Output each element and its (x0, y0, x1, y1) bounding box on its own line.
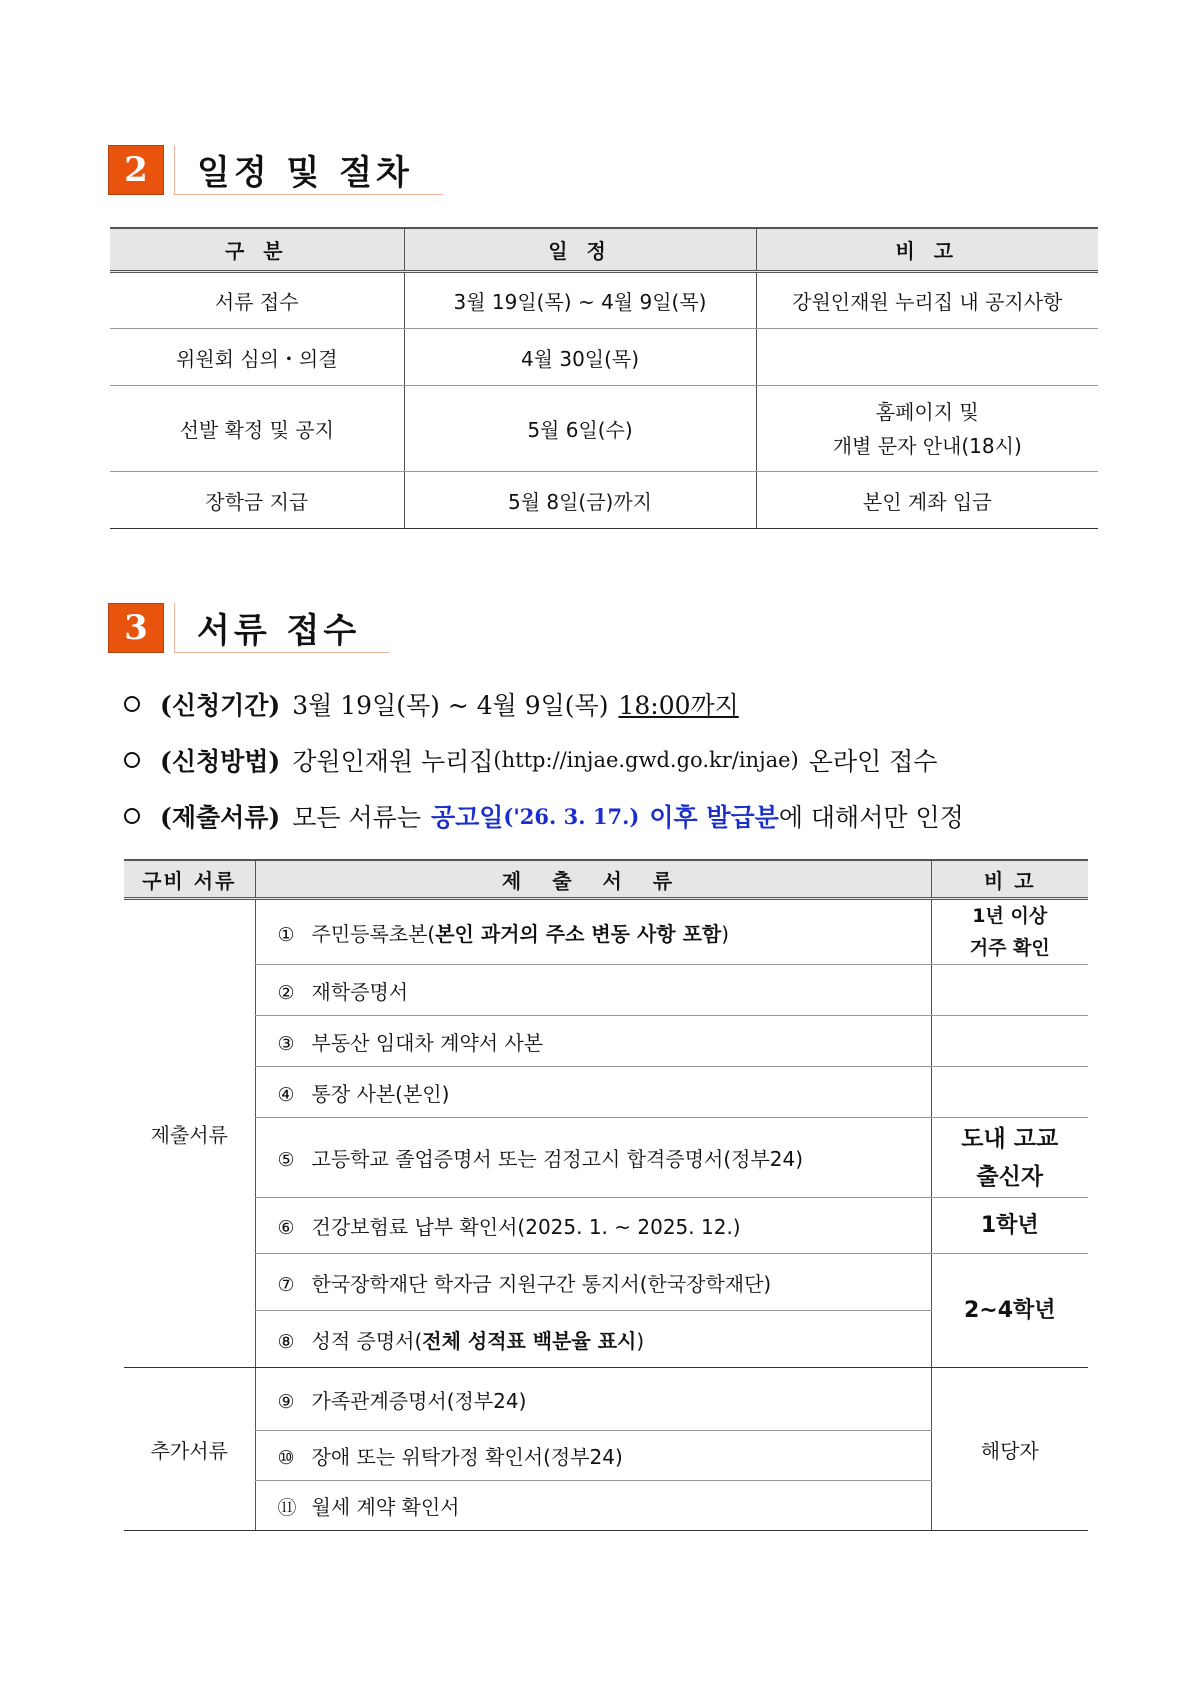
document-item (255, 1311, 931, 1368)
row-note: 강원인재원 누리집 내 공지사항 (756, 272, 1098, 329)
schedule-table (110, 227, 1098, 529)
row-item: 서류 접수 (110, 272, 404, 329)
item-bold-text: 전체 성적표 백분율 표시 (422, 1328, 637, 1353)
bullet-text: 모든 서류는 (292, 803, 421, 832)
table-row (124, 1118, 1088, 1198)
note-line2: 출신자 (976, 1163, 1044, 1190)
row-note-line2: 개별 문자 안내(18시) (832, 433, 1022, 458)
header-note: 비 고 (756, 228, 1098, 272)
item-number: ④ (277, 1083, 295, 1106)
table-row (124, 1067, 1088, 1118)
document-item (255, 1118, 931, 1198)
table-row (110, 472, 1098, 529)
section-title-box (174, 603, 390, 653)
row-date: 5월 6일(수) (404, 386, 756, 472)
note-empty (931, 1067, 1088, 1118)
row-item: 선발 확정 및 공지 (110, 386, 404, 472)
document-item (255, 1067, 931, 1118)
header-category: 구비 서류 (124, 860, 255, 899)
item-text: 성적 증명서( (311, 1328, 423, 1353)
note-empty (931, 1016, 1088, 1067)
table-row (124, 1368, 1088, 1431)
table-row (110, 329, 1098, 386)
item-number: ⑩ (277, 1447, 295, 1469)
item-number: ② (277, 981, 295, 1004)
deadline-text: 18:00까지 (618, 691, 739, 720)
header-schedule: 일 정 (404, 228, 756, 272)
table-row (124, 965, 1088, 1016)
bullet-label: (신청기간) (160, 691, 281, 720)
website-url: (http://injae.gwd.go.kr/injae) (493, 748, 799, 772)
item-text: 월세 계약 확인서 (311, 1495, 460, 1519)
table-row (110, 272, 1098, 329)
row-date: 5월 8일(금)까지 (404, 472, 756, 529)
section-title: 일정 및 절차 (197, 153, 413, 193)
note-line1: 1년 이상 (972, 905, 1048, 927)
table-header-row (124, 860, 1088, 899)
section-2-heading (108, 145, 443, 195)
table-row (124, 899, 1088, 965)
header-note: 비 고 (931, 860, 1088, 899)
row-date: 4월 30일(목) (404, 329, 756, 386)
item-text: 재학증명서 (311, 979, 409, 1004)
note-residence (931, 899, 1088, 965)
item-tail: ) (721, 921, 730, 946)
category-additional: 추가서류 (124, 1368, 255, 1531)
table-row (124, 1198, 1088, 1254)
note-empty (931, 965, 1088, 1016)
bullet-method (124, 742, 937, 778)
row-item: 위원회 심의・의결 (110, 329, 404, 386)
row-note (756, 329, 1098, 386)
bullet-documents (124, 798, 964, 834)
bullet-text: 3월 19일(목) ~ 4월 9일(목) (292, 691, 609, 720)
documents-table (124, 859, 1088, 1531)
item-tail: ) (636, 1328, 645, 1353)
document-item (255, 1368, 931, 1431)
row-item: 장학금 지급 (110, 472, 404, 529)
item-text: 통장 사본(본인) (311, 1081, 450, 1106)
section-number: 2 (108, 145, 164, 195)
item-text: 주민등록초본( (311, 921, 436, 946)
note-line1: 도내 고교 (961, 1125, 1059, 1152)
document-item (255, 965, 931, 1016)
section-title: 서류 접수 (197, 611, 361, 651)
document-item (255, 1481, 931, 1531)
section-title-box (174, 145, 443, 195)
bullet-tail: 온라인 접수 (808, 747, 938, 776)
item-text: 고등학교 졸업증명서 또는 검정고시 합격증명서(정부24) (311, 1147, 804, 1171)
row-note (756, 386, 1098, 472)
document-item (255, 899, 931, 965)
note-first-year: 1학년 (931, 1198, 1088, 1254)
header-category: 구 분 (110, 228, 404, 272)
row-note: 본인 계좌 입금 (756, 472, 1098, 529)
highlight-after-issue: 이후 발급분 (649, 803, 779, 832)
document-item (255, 1254, 931, 1311)
row-date: 3월 19일(목) ~ 4월 9일(목) (404, 272, 756, 329)
circle-bullet-icon (124, 696, 140, 712)
note-province-high-school (931, 1118, 1088, 1198)
row-note-line1: 홈페이지 및 (875, 399, 979, 424)
item-text: 부동산 임대차 계약서 사본 (311, 1030, 544, 1055)
item-number: ① (277, 923, 295, 946)
table-header-row (110, 228, 1098, 272)
document-item (255, 1198, 931, 1254)
note-second-to-fourth-year: 2~4학년 (931, 1254, 1088, 1368)
item-number: ⑪ (277, 1497, 297, 1519)
item-number: ⑤ (277, 1149, 295, 1171)
table-row (124, 1016, 1088, 1067)
table-row (124, 1254, 1088, 1311)
highlight-date: ('26. 3. 17.) (503, 803, 640, 829)
note-applicable: 해당자 (931, 1368, 1088, 1531)
item-number: ⑦ (277, 1273, 295, 1296)
bullet-text: 강원인재원 누리집 (292, 747, 494, 776)
section-number: 3 (108, 603, 164, 653)
item-text: 한국장학재단 학자금 지원구간 통지서(한국장학재단) (311, 1271, 772, 1296)
bullet-period (124, 686, 739, 722)
document-item (255, 1431, 931, 1481)
circle-bullet-icon (124, 808, 140, 824)
item-text: 건강보험료 납부 확인서(2025. 1. ~ 2025. 12.) (311, 1215, 741, 1239)
circle-bullet-icon (124, 752, 140, 768)
item-bold-text: 본인 과거의 주소 변동 사항 포함 (435, 921, 722, 946)
section-3-heading (108, 603, 390, 653)
note-line2: 거주 확인 (969, 937, 1050, 959)
item-text: 장애 또는 위탁가정 확인서(정부24) (311, 1445, 623, 1469)
highlight-notice-date: 공고일 (430, 803, 504, 832)
category-required: 제출서류 (124, 899, 255, 1368)
header-documents: 제 출 서 류 (255, 860, 931, 899)
bullet-label: (신청방법) (160, 747, 281, 776)
document-item (255, 1016, 931, 1067)
item-number: ③ (277, 1032, 295, 1055)
table-row (110, 386, 1098, 472)
item-number: ⑥ (277, 1217, 295, 1239)
item-number: ⑨ (277, 1390, 295, 1413)
bullet-label: (제출서류) (160, 803, 281, 832)
item-text: 가족관계증명서(정부24) (311, 1388, 527, 1413)
item-number: ⑧ (277, 1330, 295, 1353)
bullet-tail: 에 대해서만 인정 (778, 803, 964, 832)
